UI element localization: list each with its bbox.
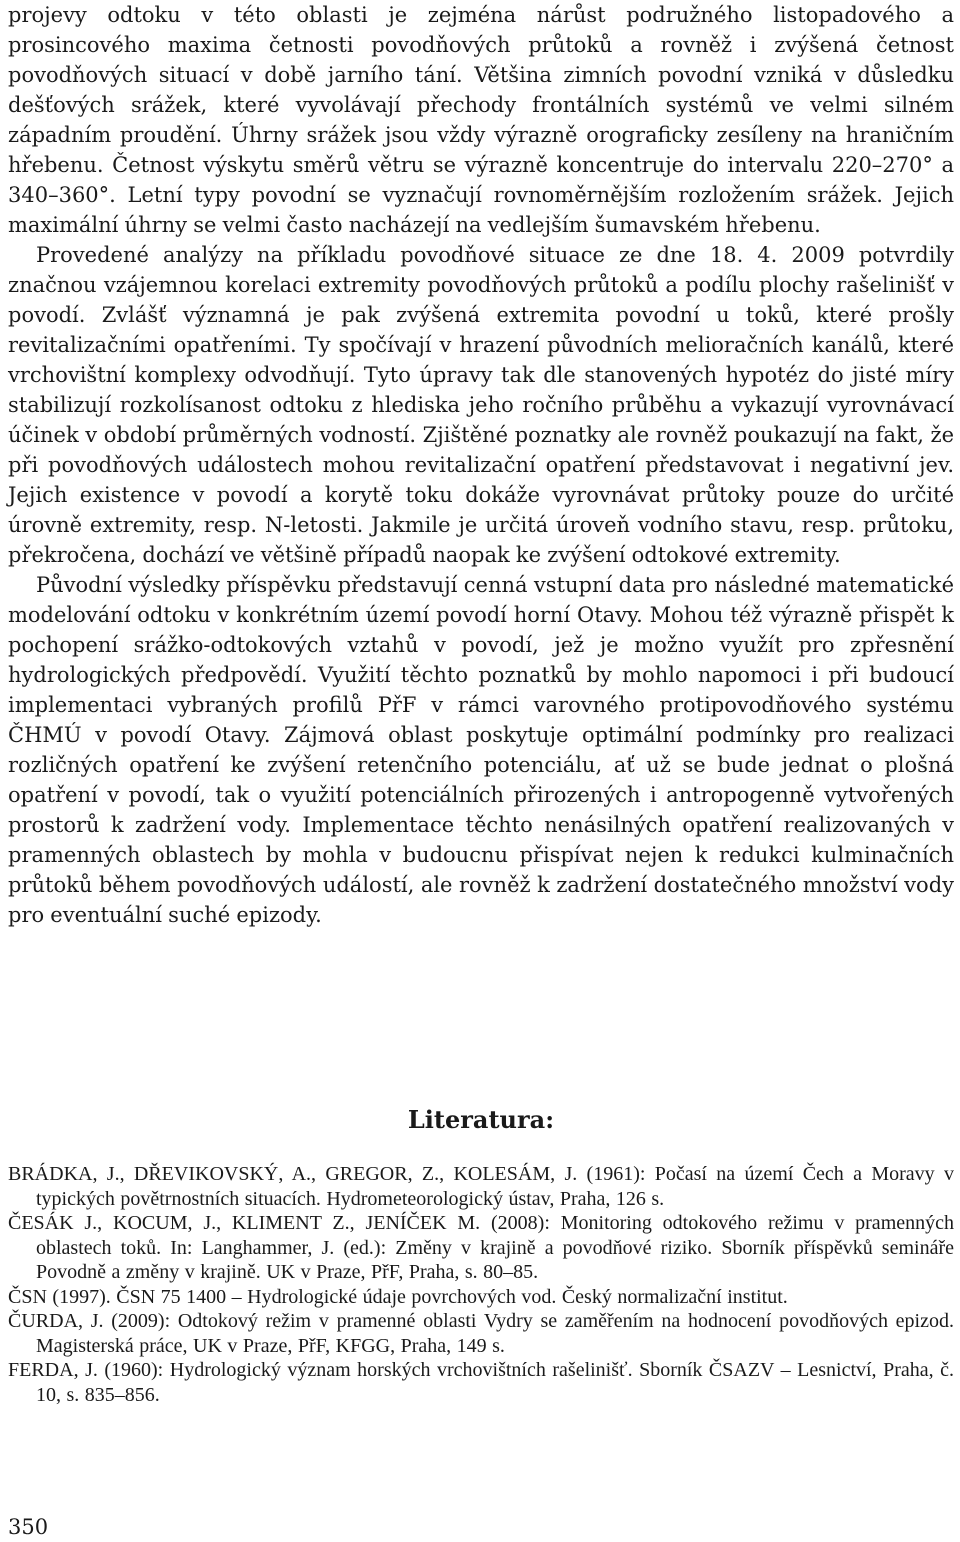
body-text <box>8 0 954 930</box>
paragraph-analysis: Provedené analýzy na příkladu povodňové situace ze dne 18. 4. 2009 potvrdily značnou vzájemnou korelaci extremity povodňových průtoků a podílu plochy rašelinišť v povodí. Zvlášť významná je pak zvýšená extremita povodní u toků, které prošly revitalizačními opatřeními. Ty spočívají v hrazení původních melioračních kanálů, které vrchovištní komplexy odvodňují. Tyto úpravy tak dle stanovených hypotéz do jisté míry stabilizují rozkolísanost odtoku z hlediska jeho ročního průběhu a vykazují vyrovnávací účinek v období průměrných vodností. Zjištěné poznatky ale rovněž poukazují na fakt, že při povodňových událostech mohou revitalizační opatření představovat i negativní jev. Jejich existence v povodí a korytě toku dokáže vyrovnávat průtoky pouze do určité úrovně extremity, resp. N-letosti. Jakmile je určitá úroveň vodního stavu, resp. průtoku, překročena, dochází ve většině případů naopak ke zvýšení odtokové extremity. <box>8 243 954 567</box>
reference-item: FERDA, J. (1960): Hydrologický význam horských vrchovištních rašelinišť. Sborník ČSAZV – Lesnictví, Praha, č. 10, s. 835–856. <box>8 1359 954 1406</box>
literature-heading: Literatura: <box>407 1105 555 1134</box>
page <box>8 0 954 1406</box>
reference-list <box>8 1162 954 1407</box>
reference-item: ČSN (1997). ČSN 75 1400 – Hydrologické údaje povrchových vod. Český normalizační institut. <box>8 1285 788 1308</box>
reference-item: BRÁDKA, J., DŘEVIKOVSKÝ, A., GREGOR, Z., KOLESÁM, J. (1961): Počasí na území Čech a Moravy v typických povětrnostních situacích. Hydrometeorologický ústav, Praha, 126 s. <box>8 1163 954 1210</box>
page-number: 350 <box>8 1515 49 1539</box>
reference-item: ČURDA, J. (2009): Odtokový režim v pramenné oblasti Vydry se zaměřením na hodnocení povodňových epizod. Magisterská práce, UK v Praze, PřF, KFGG, Praha, 149 s. <box>8 1310 954 1357</box>
paragraph-conclusion: Původní výsledky příspěvku představují cenná vstupní data pro následné matematické modelování odtoku v konkrétním území povodí horní Otavy. Mohou též výrazně přispět k pochopení srážko-odtokových vztahů v povodí, jež je možno využít pro zpřesnění hydrologických předpovědí. Využití těchto poznatků by mohlo napomoci i při budoucí implementaci vybraných profilů PřF v rámci varovného protipovodňového systému ČHMÚ v povodí Otavy. Zájmová oblast poskytuje optimální podmínky pro realizaci rozličných opatření ke zvýšení retenčního potenciálu, ať už se bude jednat o plošná opatření v povodí, tak o využití potenciálních přirozených i antropogenně vytvořených prostorů k zadržení vody. Implementace těchto nenásilných opatření realizovaných v pramenných oblastech by mohla v budoucnu přispívat nejen k redukci kulminačních průtoků během povodňových událostí, ale rovněž k zadržení dostatečného množství vody pro eventuální suché epizody. <box>8 573 954 927</box>
reference-item: ČESÁK J., KOCUM, J., KLIMENT Z., JENÍČEK M. (2008): Monitoring odtokového režimu v pramenných oblastech toků. In: Langhammer, J. (ed.): Změny v krajině a povodňové riziko. Sborník příspěvků semináře Povodně a změny v krajině. UK v Praze, PřF, Praha, s. 80–85. <box>8 1212 954 1283</box>
paragraph-continued: projevy odtoku v této oblasti je zejména nárůst podružného listopadového a prosincového maxima četnosti povodňových průtoků a rovněž i zvýšená četnost povodňových situací v době jarního tání. Většina zimních povodní vzniká v důsledku dešťových srážek, které vyvolávají přechody frontálních systémů ve velmi silném západním proudění. Úhrny srážek jsou vždy výrazně orograficky zesíleny na hraničním hřebenu. Četnost výskytu směrů větru se výrazně koncentruje do intervalu 220–270° a 340–360°. Letní typy povodní se vyznačují rovnoměrnějším rozložením srážek. Jejich maximální úhrny se velmi často nacházejí na vedlejším šumavském hřebenu. <box>8 3 954 237</box>
